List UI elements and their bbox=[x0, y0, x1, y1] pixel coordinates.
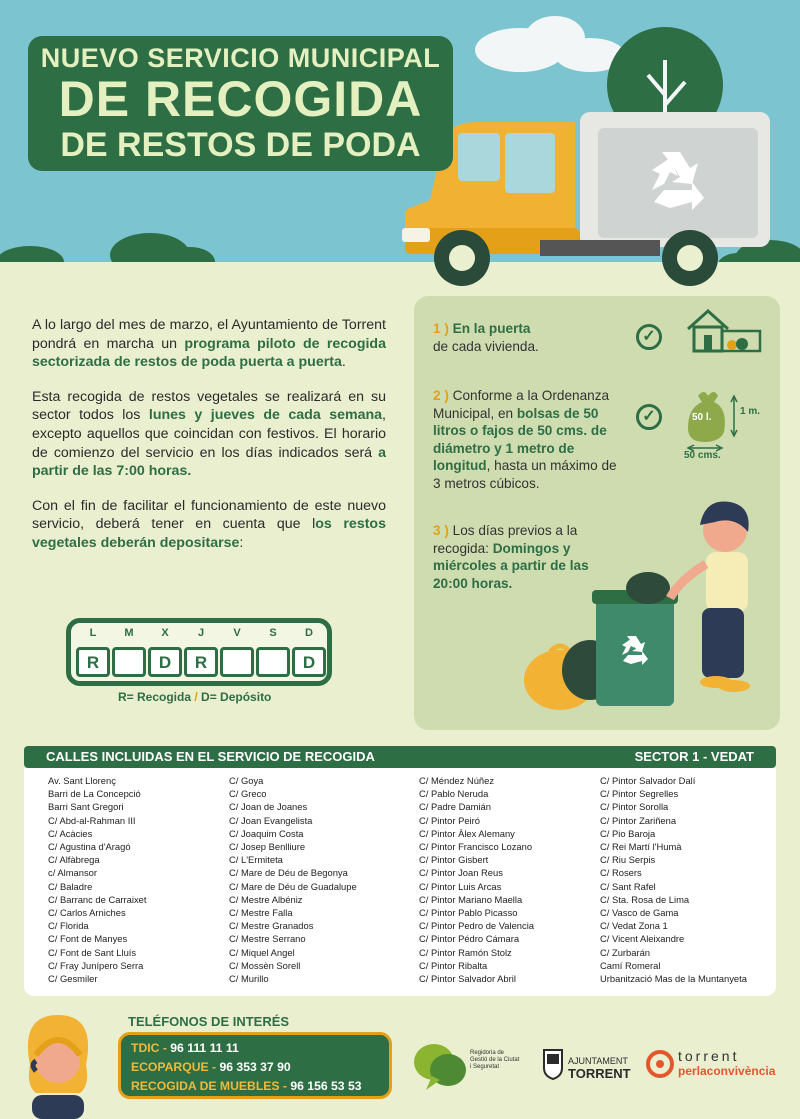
street-item: C/ Font de Sant Lluís bbox=[48, 946, 137, 958]
street-item: C/ Méndez Núñez bbox=[419, 775, 495, 786]
ajuntament-label: AJUNTAMENT bbox=[568, 1056, 628, 1066]
street-item: C/ Pintor Francisco Lozano bbox=[419, 841, 533, 853]
step-1: 1 ) En la puerta de cada vivienda. bbox=[433, 321, 539, 354]
street-item: C/ Baladre bbox=[48, 880, 93, 892]
perlaconvivencia-wordmark: perlaconvivència bbox=[678, 1064, 776, 1078]
house-icon bbox=[682, 305, 764, 355]
check-icon: ✓ bbox=[636, 324, 662, 350]
torrent-wordmark: torrent bbox=[678, 1048, 740, 1064]
street-item: C/ Zurbarán bbox=[600, 946, 651, 958]
street-item: C/ Vasco de Gama bbox=[600, 907, 679, 919]
title-line-1: NUEVO SERVICIO MUNICIPAL bbox=[40, 43, 441, 73]
street-item: C/ Acàcies bbox=[48, 827, 93, 839]
street-item: C/ Murillo bbox=[229, 973, 269, 985]
street-item: C/ Pintor Pedro de Valencia bbox=[419, 920, 534, 932]
weekly-schedule bbox=[66, 618, 332, 686]
street-item: C/ Pintor Ramón Stolz bbox=[419, 946, 512, 958]
street-item: C/ Alfàbrega bbox=[48, 854, 100, 866]
street-item: C/ Pintor Salvador Dalí bbox=[600, 775, 696, 786]
street-item: C/ Pintor Peiró bbox=[419, 814, 480, 826]
street-item: C/ Mestre Albéniz bbox=[229, 893, 303, 905]
phone-row-tdic[interactable]: TDIC - 96 111 11 11 bbox=[131, 1041, 239, 1055]
street-item: C/ Joan Evangelista bbox=[229, 814, 313, 826]
regidoria-logo-icon bbox=[412, 1040, 470, 1096]
bag-width-label: 50 cms. bbox=[684, 450, 721, 461]
street-item: C/ Pintor Salvador Abril bbox=[419, 973, 516, 985]
weekday-letter: M bbox=[124, 627, 134, 639]
check-icon: ✓ bbox=[636, 404, 662, 430]
cloud bbox=[475, 16, 625, 72]
street-item: C/ Pintor Joan Reus bbox=[419, 867, 503, 879]
street-item: C/ Sta. Rosa de Lima bbox=[600, 893, 690, 905]
intro-text bbox=[32, 316, 386, 569]
street-item: C/ Mestre Serrano bbox=[229, 933, 306, 945]
bag-volume-label: 50 l. bbox=[692, 412, 712, 423]
weekday-letter: D bbox=[305, 627, 313, 639]
phone-row-ecoparque[interactable]: ECOPARQUE - 96 353 37 90 bbox=[131, 1060, 291, 1074]
streets-column-4 bbox=[600, 774, 747, 985]
street-item: C/ Padre Damián bbox=[419, 801, 491, 813]
bag-height-label: 1 m. bbox=[740, 406, 761, 417]
phones-box bbox=[118, 1032, 392, 1099]
weekday-letter: S bbox=[269, 627, 277, 639]
street-item: C/ Gesmiler bbox=[48, 973, 98, 985]
step-2: 2 ) Conforme a la Ordenanza Municipal, en bolsas de 50 litros o fajos de 50 cms. de diámetro y 1 metro de longitud, hasta un máximo de 3 metros cúbicos. bbox=[433, 388, 617, 491]
street-item: C/ L'Ermiteta bbox=[229, 854, 283, 866]
street-item: C/ Mestre Granados bbox=[229, 920, 314, 932]
street-item: C/ Font de Manyes bbox=[48, 933, 128, 945]
street-item: C/ Pintor Àlex Alemany bbox=[419, 827, 515, 839]
street-item: C/ Fray Junípero Serra bbox=[48, 959, 144, 971]
streets-column-2 bbox=[229, 774, 357, 985]
street-item: C/ Pintor Pablo Picasso bbox=[419, 907, 518, 919]
street-item: Camí Romeral bbox=[600, 959, 661, 971]
street-item: c/ Almansor bbox=[48, 867, 97, 879]
weekday-mark bbox=[112, 647, 146, 677]
street-item: C/ Josep Benlliure bbox=[229, 841, 306, 853]
streets-header bbox=[24, 746, 776, 768]
street-item: C/ Pintor Pédro Cámara bbox=[419, 933, 520, 945]
weekday-letter: V bbox=[233, 627, 241, 639]
weekday-mark: R bbox=[76, 647, 110, 677]
weekday-mark bbox=[220, 647, 254, 677]
torrent-label: TORRENT bbox=[568, 1066, 631, 1081]
convivencia-logo-icon bbox=[646, 1050, 674, 1078]
step-3: 3 ) Los días previos a la recogida: Domingos y miércoles a partir de las 20:00 horas. bbox=[433, 523, 589, 591]
garbage-truck-icon bbox=[402, 112, 770, 286]
street-item: C/ Pintor Luis Arcas bbox=[419, 880, 502, 892]
street-item: C/ Miquel Angel bbox=[229, 946, 295, 958]
street-item: C/ Barranc de Carraixet bbox=[48, 893, 147, 905]
street-item: C/ Pablo Neruda bbox=[419, 788, 489, 800]
title-line-3: DE RESTOS DE PODA bbox=[60, 126, 421, 164]
page-title bbox=[28, 36, 453, 171]
weekday-mark: R bbox=[184, 647, 218, 677]
title-line-2: DE RECOGIDA bbox=[58, 71, 423, 127]
street-item: Barri Sant Gregori bbox=[48, 801, 124, 813]
weekday-mark bbox=[256, 647, 290, 677]
phone-row-muebles[interactable]: RECOGIDA DE MUEBLES - 96 156 53 53 bbox=[131, 1079, 362, 1093]
sector-label: SECTOR 1 - VEDAT bbox=[634, 749, 754, 764]
weekday-letter: J bbox=[197, 627, 205, 639]
intro-paragraph-3: Con el fin de facilitar el funcionamiento de este nuevo servicio, deberá tener en cuenta que los restos vegetales deberán depositarse: bbox=[32, 497, 386, 551]
street-item: C/ Vedat Zona 1 bbox=[600, 920, 668, 932]
weekday-mark: D bbox=[148, 647, 182, 677]
street-item: Urbanització Mas de la Muntanyeta bbox=[600, 973, 747, 985]
resident-with-bin-illustration bbox=[520, 490, 770, 714]
operator-avatar bbox=[10, 1005, 105, 1119]
street-item: C/ Mare de Déu de Guadalupe bbox=[229, 880, 357, 892]
street-item: C/ Rosers bbox=[600, 867, 642, 879]
schedule-legend: R= Recogida / D= Depósito bbox=[118, 690, 272, 704]
street-item: C/ Mare de Déu de Begonya bbox=[229, 867, 348, 879]
street-item: C/ Pio Baroja bbox=[600, 827, 656, 839]
street-item: Barri de La Concepció bbox=[48, 788, 141, 800]
street-item: C/ Pintor Segrelles bbox=[600, 788, 679, 800]
street-item: C/ Greco bbox=[229, 788, 267, 800]
street-item: C/ Agustina d'Aragó bbox=[48, 841, 131, 853]
street-item: C/ Pintor Gisbert bbox=[419, 854, 489, 866]
street-item: C/ Florida bbox=[48, 920, 89, 932]
street-item: C/ Pintor Zariñena bbox=[600, 814, 677, 826]
streets-title: CALLES INCLUIDAS EN EL SERVICIO DE RECOGIDA bbox=[46, 749, 375, 764]
regidoria-logo-text: Regidoria de Gestió de la Ciutat i Seguretat bbox=[470, 1050, 520, 1070]
street-item: Av. Sant Llorenç bbox=[48, 775, 116, 786]
torrent-shield-icon bbox=[542, 1046, 564, 1080]
street-item: C/ Pintor Ribalta bbox=[419, 959, 488, 971]
intro-paragraph-2: Esta recogida de restos vegetales se realizará en su sector todos los lunes y jueves de cada semana, excepto aquellos que coincidan con festivos. El horario de comienzo del servicio en los días indicados será a partir de las 7:00 horas. bbox=[32, 388, 386, 480]
street-item: C/ Carlos Arniches bbox=[48, 907, 126, 919]
street-item: C/ Mossèn Sorell bbox=[229, 959, 301, 971]
street-item: C/ Joan de Joanes bbox=[229, 801, 308, 813]
weekday-letter: L bbox=[89, 627, 97, 639]
street-item: C/ Pintor Mariano Maella bbox=[419, 893, 523, 905]
weekday-mark: D bbox=[292, 647, 326, 677]
street-item: C/ Goya bbox=[229, 775, 264, 786]
street-item: C/ Joaquim Costa bbox=[229, 827, 304, 839]
street-item: C/ Pintor Sorolla bbox=[600, 801, 669, 813]
phones-title: TELÉFONOS DE INTERÉS bbox=[128, 1014, 290, 1029]
weekday-letter: X bbox=[161, 627, 169, 639]
intro-paragraph-1: A lo largo del mes de marzo, el Ayuntamiento de Torrent pondrá en marcha un programa piloto de recogida sectorizada de restos de poda puerta a puerta. bbox=[32, 317, 386, 371]
street-item: C/ Mestre Falla bbox=[229, 907, 293, 919]
streets-column-3 bbox=[419, 774, 534, 985]
street-item: C/ Vicent Aleixandre bbox=[600, 933, 685, 945]
street-item: C/ Abd-al-Rahman III bbox=[48, 814, 136, 826]
street-item: C/ Sant Rafel bbox=[600, 880, 656, 892]
street-item: C/ Riu Serpis bbox=[600, 854, 656, 866]
streets-column-1 bbox=[48, 774, 146, 985]
street-item: C/ Rei Martí l'Humà bbox=[600, 841, 682, 853]
